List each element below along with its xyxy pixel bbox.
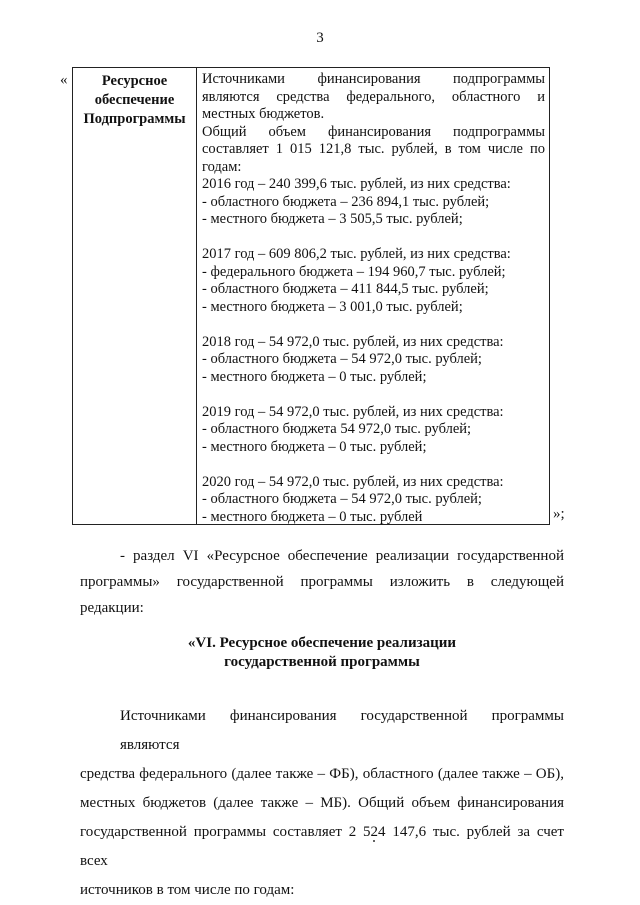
- table-text-line: 2019 год – 54 972,0 тыс. рублей, из них средства:: [202, 403, 504, 420]
- page-number: 3: [316, 30, 324, 46]
- table-text-line: Источниками финансирования подпрограммы: [202, 71, 545, 87]
- table-text-line: - областного бюджета – 411 844,5 тыс. рублей;: [202, 281, 489, 297]
- table-close-quote: »;: [553, 506, 565, 522]
- table-text-line: являются средства федерального, областного и: [202, 88, 545, 105]
- table-open-quote: «: [60, 72, 68, 88]
- table-text-line: местных бюджетов.: [202, 106, 325, 122]
- heading-line: «VI. Ресурсное обеспечение реализации: [187, 635, 457, 651]
- table-text-line: годам:: [202, 158, 242, 175]
- resource-table: [72, 67, 550, 525]
- amendment-paragraph: [80, 543, 564, 621]
- header-line: обеспечение: [94, 92, 175, 108]
- table-text-line: - местного бюджета – 0 тыс. рублей: [202, 508, 423, 525]
- table-text-line: 2017 год – 609 806,2 тыс. рублей, из них средства:: [202, 246, 511, 262]
- spacer: [202, 386, 545, 404]
- amendment-line: - раздел VI «Ресурсное обеспечение реализации государственной: [120, 548, 564, 564]
- table-text-line: 2016 год – 240 399,6 тыс. рублей, из них средства:: [202, 176, 511, 192]
- table-text-line: - областного бюджета – 236 894,1 тыс. рублей;: [202, 193, 490, 210]
- table-text-line: - местного бюджета – 0 тыс. рублей;: [202, 368, 427, 385]
- heading-line: государственной программы: [224, 654, 420, 670]
- table-text-line: - местного бюджета – 0 тыс. рублей;: [202, 438, 427, 455]
- section-heading: [80, 634, 564, 672]
- table-text-line: 2020 год – 54 972,0 тыс. рублей, из них средства:: [202, 473, 504, 490]
- body-line: государственной программы составляет 2 524 147,6 тыс. рублей за счет всех: [80, 824, 564, 869]
- table-text-line: 2018 год – 54 972,0 тыс. рублей, из них средства:: [202, 333, 504, 350]
- table-text-line: - федерального бюджета – 194 960,7 тыс. рублей;: [202, 263, 506, 280]
- scan-speck: [373, 840, 375, 842]
- table-text-line: Общий объем финансирования подпрограммы: [202, 123, 545, 140]
- table-text-line: - местного бюджета – 3 001,0 тыс. рублей;: [202, 298, 463, 315]
- header-line: Ресурсное: [101, 73, 168, 89]
- amendment-line: программы» государственной программы изложить в следующей: [80, 574, 564, 590]
- amendment-line: редакции:: [80, 600, 144, 616]
- table-content-cell: [197, 68, 549, 524]
- spacer: [202, 316, 545, 334]
- table-text-line: составляет 1 015 121,8 тыс. рублей, в том числе по: [202, 141, 545, 157]
- table-header-cell: [73, 68, 197, 524]
- spacer: [202, 229, 545, 247]
- body-line: Источниками финансирования государственной программы являются: [120, 708, 564, 753]
- body-line: местных бюджетов (далее также – МБ). Общий объем финансирования: [80, 795, 564, 811]
- body-line: средства федерального (далее также – ФБ), областного (далее также – ОБ),: [80, 766, 564, 782]
- table-text-line: - областного бюджета – 54 972,0 тыс. рублей;: [202, 491, 482, 507]
- table-text-line: - местного бюджета – 3 505,5 тыс. рублей;: [202, 211, 463, 227]
- table-text-line: - областного бюджета 54 972,0 тыс. рублей;: [202, 421, 472, 437]
- table-text-line: - областного бюджета – 54 972,0 тыс. рублей;: [202, 351, 482, 367]
- spacer: [202, 456, 545, 474]
- header-line: Подпрограммы: [83, 111, 186, 127]
- section-body: [80, 702, 564, 905]
- body-line: источников в том числе по годам:: [80, 882, 295, 898]
